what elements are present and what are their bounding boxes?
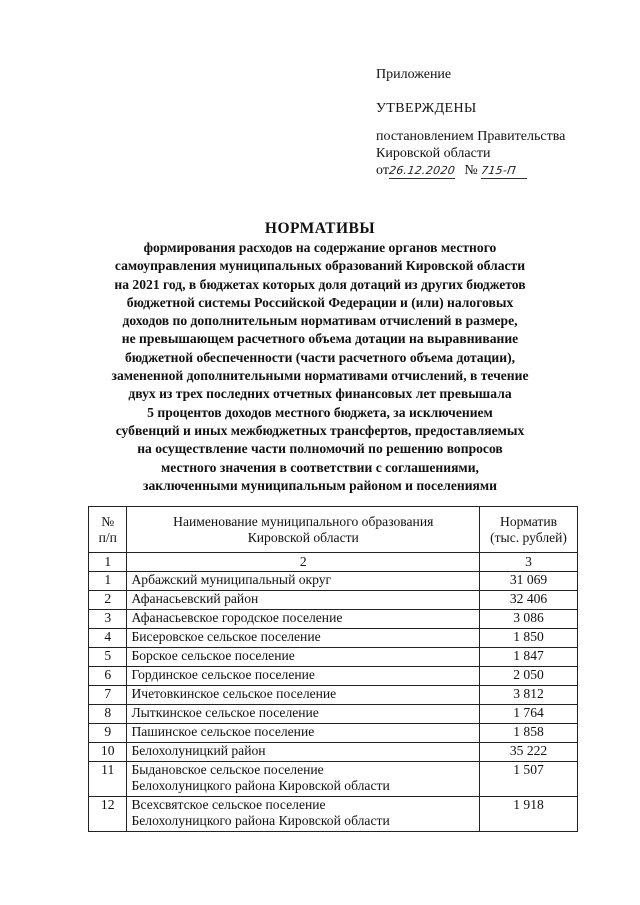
row-name: Ичетовкинское сельское поселение [127, 686, 480, 705]
row-num: 12 [89, 797, 127, 832]
title-line: формирования расходов на содержание органов местного [143, 240, 497, 255]
title-line: бюджетной обеспеченности (части расчетного объема дотации), [124, 349, 516, 365]
row-name: Афанасьевский район [127, 591, 480, 610]
approval-stamp [376, 100, 477, 117]
row-value: 1 847 [480, 648, 578, 667]
title-line: на осуществление части полномочий по решению вопросов [137, 441, 503, 457]
decree-date-line [376, 162, 565, 179]
row-name: Борское сельское поселение [127, 648, 480, 667]
row-value: 1 507 [480, 762, 578, 797]
normatives-table [88, 506, 578, 832]
title-line: самоуправления муниципальных образований Кировской области [114, 258, 526, 274]
table-row [89, 648, 578, 667]
title-main: НОРМАТИВЫ [264, 220, 376, 237]
row-name [127, 797, 480, 832]
column-index-row [89, 553, 578, 572]
row-name-line-2: Белохолуницкого района Кировской области [131, 778, 390, 793]
row-value: 1 850 [480, 629, 578, 648]
row-num: 8 [89, 705, 127, 724]
title-line: субвенций и иных межбюджетных трансфертов, предоставляемых [115, 422, 525, 438]
table-row [89, 762, 578, 797]
row-name: Лыткинское сельское поселение [127, 705, 480, 724]
title-line: 5 процентов доходов местного бюджета, за исключением [147, 404, 493, 420]
row-name-line-1: Всехсвятское сельское поселение [131, 797, 326, 812]
row-value: 1 764 [480, 705, 578, 724]
row-num: 11 [89, 762, 127, 797]
row-value: 3 086 [480, 610, 578, 629]
header-num: № п/п [89, 507, 127, 553]
row-name: Арбажский муниципальный округ [127, 572, 480, 591]
row-value: 35 222 [480, 743, 578, 762]
date-underline [389, 164, 455, 179]
title-line: доходов по дополнительным нормативам отчислений в размере, [122, 313, 518, 329]
date-prefix: от [376, 163, 389, 178]
title-line: заключенными муниципальным районом и поселениями [143, 477, 497, 493]
row-name: Афанасьевское городское поселение [127, 610, 480, 629]
column-index: 2 [127, 553, 480, 572]
row-num: 4 [89, 629, 127, 648]
number-underline [481, 164, 527, 179]
header-name: Наименование муниципального образования Кировской области [127, 507, 480, 553]
decree-reference [376, 128, 565, 179]
decree-line-1: постановлением Правительства [376, 129, 566, 144]
row-num: 7 [89, 686, 127, 705]
row-num: 10 [89, 743, 127, 762]
row-num: 3 [89, 610, 127, 629]
table-row [89, 743, 578, 762]
table-row [89, 629, 578, 648]
title-line: не превышающем расчетного объема дотации на выравнивание [121, 331, 519, 347]
row-value: 1 858 [480, 724, 578, 743]
title-line: на 2021 год, в бюджетах которых доля дотаций из других бюджетов [114, 276, 526, 292]
row-num: 6 [89, 667, 127, 686]
row-name-line-1: Быдановское сельское поселение [131, 762, 324, 777]
row-num: 2 [89, 591, 127, 610]
table-row [89, 797, 578, 832]
row-name-line-2: Белохолуницкого района Кировской области [131, 813, 390, 828]
row-num: 5 [89, 648, 127, 667]
column-index: 3 [480, 553, 578, 572]
table-row [89, 705, 578, 724]
approval-block [376, 66, 451, 83]
row-name: Пашинское сельское поселение [127, 724, 480, 743]
appendix-label: Приложение [376, 67, 452, 82]
header-value: Норматив (тыс. рублей) [480, 507, 578, 553]
handwritten-date: 26.12.2020 [388, 164, 456, 177]
title-description [0, 239, 640, 495]
row-num: 9 [89, 724, 127, 743]
table-row [89, 572, 578, 591]
column-index: 1 [89, 553, 127, 572]
row-value: 32 406 [480, 591, 578, 610]
table-row [89, 686, 578, 705]
row-value: 1 918 [480, 797, 578, 832]
handwritten-number: 715-П [480, 164, 518, 177]
row-value: 31 069 [480, 572, 578, 591]
table-header-row [89, 507, 578, 553]
number-prefix: № [464, 163, 478, 178]
table-row [89, 610, 578, 629]
row-value: 2 050 [480, 667, 578, 686]
table-row [89, 724, 578, 743]
title-line: бюджетной системы Российской Федерации и (или) налоговых [126, 294, 514, 310]
approved-label: УТВЕРЖДЕНЫ [376, 101, 477, 116]
row-value: 3 812 [480, 686, 578, 705]
row-name: Белохолуницкий район [127, 743, 480, 762]
title-line: двух из трех последних отчетных финансовых лет превышала [128, 386, 512, 402]
table-row [89, 667, 578, 686]
decree-line-2: Кировской области [376, 146, 491, 161]
title-line: замененной дополнительными нормативами отчислений, в течение [111, 368, 529, 384]
row-num: 1 [89, 572, 127, 591]
row-name: Бисеровское сельское поселение [127, 629, 480, 648]
title-line: местного значения в соответствии с соглашениями, [161, 459, 479, 475]
row-name: Гординское сельское поселение [127, 667, 480, 686]
row-name [127, 762, 480, 797]
document-title [0, 219, 640, 495]
table-row [89, 591, 578, 610]
